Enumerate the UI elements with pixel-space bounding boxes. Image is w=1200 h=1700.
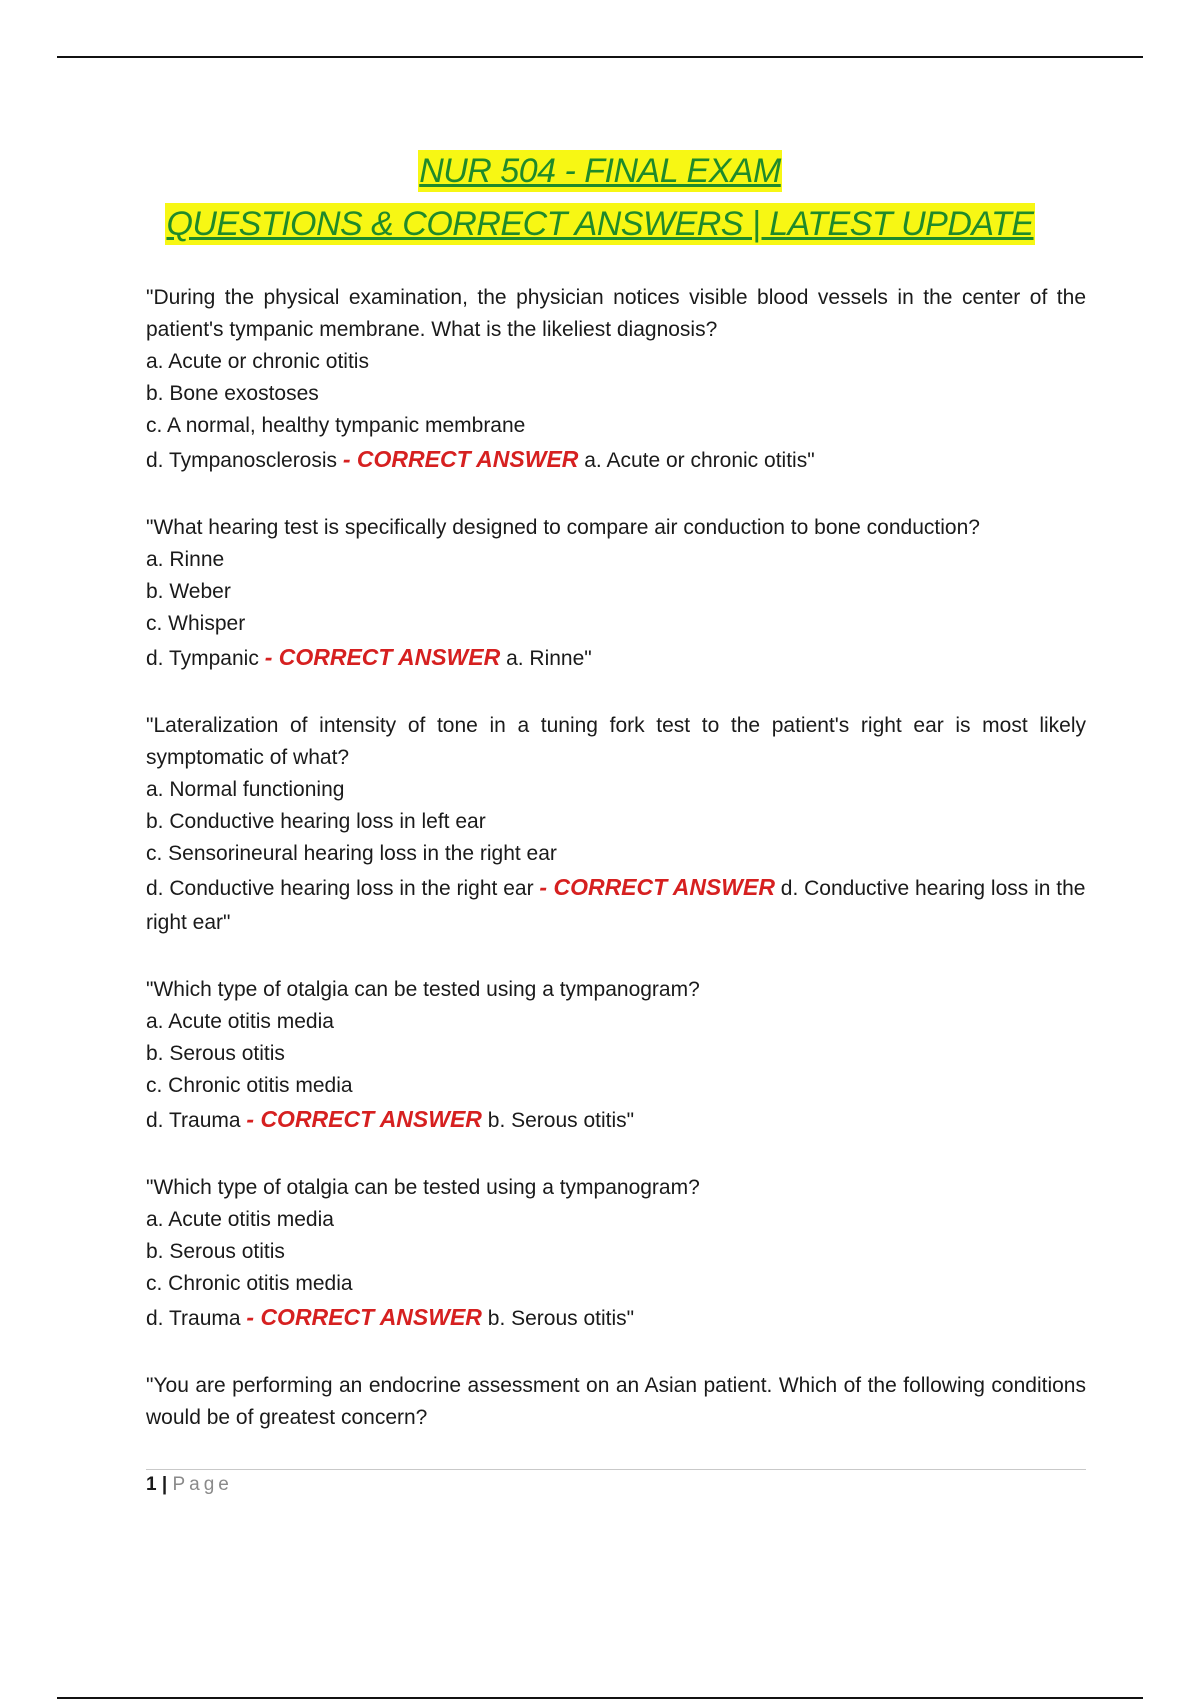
option-c: c. Chronic otitis media <box>146 1272 353 1295</box>
option-b: b. Weber <box>146 580 231 603</box>
question-block <box>146 282 1086 478</box>
question-stem: "Which type of otalgia can be tested using a tympanogram? <box>146 1176 700 1199</box>
question-stem: "What hearing test is specifically designed to compare air conduction to bone conduction? <box>146 516 980 539</box>
title-line-1 <box>0 148 1200 194</box>
correct-answer-value: a. Acute or chronic otitis" <box>584 449 815 472</box>
question-block <box>146 512 1086 676</box>
page-footer <box>146 1469 1086 1496</box>
answer-line <box>146 640 1086 676</box>
option-d: d. Trauma <box>146 1307 241 1330</box>
correct-answer-label: - CORRECT ANSWER <box>264 644 501 670</box>
question-stem: "During the physical examination, the physician notices visible blood vessels in the center of the patient's tympanic membrane. What is the likeliest diagnosis? <box>146 286 1086 341</box>
option-a: a. Acute otitis media <box>146 1010 334 1033</box>
answer-line <box>146 442 1086 478</box>
question-list <box>146 282 1086 1468</box>
question-stem: "Lateralization of intensity of tone in a tuning fork test to the patient's right ear is most likely symptomatic of what? <box>146 714 1086 769</box>
option-d: d. Conductive hearing loss in the right ear <box>146 877 534 900</box>
option-c: c. Sensorineural hearing loss in the right ear <box>146 842 557 865</box>
option-b: b. Serous otitis <box>146 1240 285 1263</box>
question-block <box>146 710 1086 940</box>
title-line-2 <box>0 201 1200 247</box>
option-b: b. Serous otitis <box>146 1042 285 1065</box>
bottom-rule <box>57 1697 1143 1699</box>
question-stem: "Which type of otalgia can be tested using a tympanogram? <box>146 978 700 1001</box>
page-number: 1 <box>146 1474 157 1495</box>
option-b: b. Conductive hearing loss in left ear <box>146 810 486 833</box>
question-block <box>146 1370 1086 1434</box>
option-d: d. Trauma <box>146 1109 241 1132</box>
answer-line <box>146 870 1086 940</box>
correct-answer-value: d. Conductive hearing loss in the right ear" <box>146 877 1086 934</box>
option-c: c. Chronic otitis media <box>146 1074 353 1097</box>
question-stem: "You are performing an endocrine assessment on an Asian patient. Which of the following conditions would be of greatest concern? <box>146 1374 1086 1429</box>
page-separator: | <box>161 1474 168 1495</box>
option-d: d. Tympanosclerosis <box>146 449 338 472</box>
document-title <box>0 148 1200 247</box>
correct-answer-label: - CORRECT ANSWER <box>246 1304 482 1330</box>
option-a: a. Acute otitis media <box>146 1208 334 1231</box>
correct-answer-value: a. Rinne" <box>506 647 592 670</box>
correct-answer-value: b. Serous otitis" <box>487 1307 635 1330</box>
answer-line <box>146 1300 1086 1336</box>
option-a: a. Acute or chronic otitis <box>146 350 369 373</box>
option-d: d. Tympanic <box>146 647 259 670</box>
option-b: b. Bone exostoses <box>146 382 319 405</box>
question-block <box>146 1172 1086 1336</box>
option-a: a. Normal functioning <box>146 778 345 801</box>
correct-answer-label: - CORRECT ANSWER <box>539 874 775 900</box>
option-a: a. Rinne <box>146 548 225 571</box>
answer-line <box>146 1102 1086 1138</box>
correct-answer-label: - CORRECT ANSWER <box>246 1106 482 1132</box>
question-block <box>146 974 1086 1138</box>
correct-answer-value: b. Serous otitis" <box>487 1109 635 1132</box>
option-c: c. A normal, healthy tympanic membrane <box>146 414 526 437</box>
title-text-1: NUR 504 - FINAL EXAM <box>419 152 781 190</box>
title-text-2: QUESTIONS & CORRECT ANSWERS | LATEST UPDATE <box>166 205 1034 243</box>
top-rule <box>57 56 1143 58</box>
correct-answer-label: - CORRECT ANSWER <box>342 446 579 472</box>
page-label: Page <box>172 1474 233 1495</box>
option-c: c. Whisper <box>146 612 246 635</box>
